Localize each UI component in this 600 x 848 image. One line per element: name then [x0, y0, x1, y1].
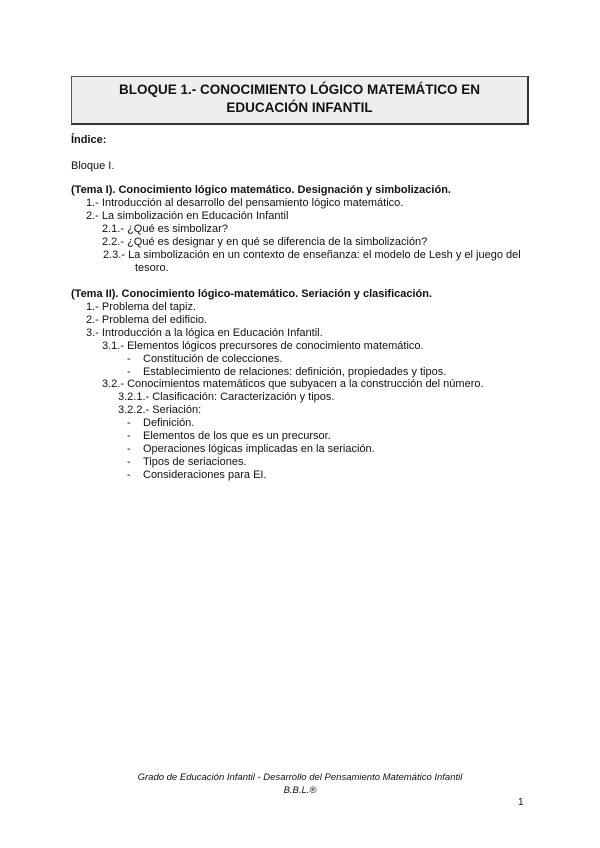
bullet-dash: -	[127, 469, 131, 481]
bullet-dash: -	[127, 443, 131, 455]
page-number: 1	[518, 797, 524, 808]
toc-item: Constitución de colecciones.	[143, 353, 283, 365]
bullet-dash: -	[127, 456, 131, 468]
block-label: Bloque I.	[71, 160, 115, 172]
toc-item: 1.- Introducción al desarrollo del pensamiento lógico matemático.	[86, 197, 404, 209]
toc-item: 3.1.- Elementos lógicos precursores de conocimiento matemático.	[102, 340, 424, 352]
toc-item: 2.2.- ¿Qué es designar y en qué se diferencia de la simbolización?	[102, 236, 428, 248]
bullet-dash: -	[127, 430, 131, 442]
footer-line-2: B.B.L.®	[283, 785, 317, 796]
bullet-dash: -	[127, 366, 131, 378]
toc-item: 3.- Introducción a la lógica en Educación Infantil.	[86, 327, 323, 339]
tema1-heading: (Tema I). Conocimiento lógico matemático. Designación y simbolización.	[71, 184, 451, 196]
toc-item: tesoro.	[135, 262, 169, 274]
footer-line-1: Grado de Educación Infantil - Desarrollo del Pensamiento Matemático Infantil	[137, 772, 463, 783]
toc-item: Establecimiento de relaciones: definición, propiedades y tipos.	[143, 366, 447, 378]
toc-item: 1.- Problema del tapiz.	[86, 301, 197, 313]
document-title-box	[71, 76, 529, 125]
title-line-1: BLOQUE 1.- CONOCIMIENTO LÓGICO MATEMÁTICO EN	[119, 82, 480, 97]
toc-item: 2.- La simbolización en Educación Infantil	[86, 210, 289, 222]
toc-item: 3.2.- Conocimientos matemáticos que subyacen a la construcción del número.	[102, 378, 484, 390]
title-line-2: EDUCACIÓN INFANTIL	[226, 100, 373, 115]
toc-item: 3.2.1.- Clasificación: Caracterización y tipos.	[118, 391, 335, 403]
toc-item: Operaciones lógicas implicadas en la seriación.	[143, 443, 375, 455]
toc-item: Consideraciones para EI.	[143, 469, 267, 481]
tema2-heading: (Tema II). Conocimiento lógico-matemático. Seriación y clasificación.	[71, 288, 433, 300]
bullet-dash: -	[127, 417, 131, 429]
toc-item: 3.2.2.- Seriación:	[118, 404, 202, 416]
toc-item: 2.- Problema del edificio.	[86, 314, 208, 326]
toc-item: 2.1.- ¿Qué es simbolizar?	[102, 223, 228, 235]
toc-item: Elementos de los que es un precursor.	[143, 430, 331, 442]
index-label: Índice:	[71, 134, 107, 146]
bullet-dash: -	[127, 353, 131, 365]
toc-item: Tipos de seriaciones.	[143, 456, 247, 468]
toc-item: Definición.	[143, 417, 195, 429]
toc-item: 2.3.- La simbolización en un contexto de enseñanza: el modelo de Lesh y el juego del	[103, 249, 521, 261]
